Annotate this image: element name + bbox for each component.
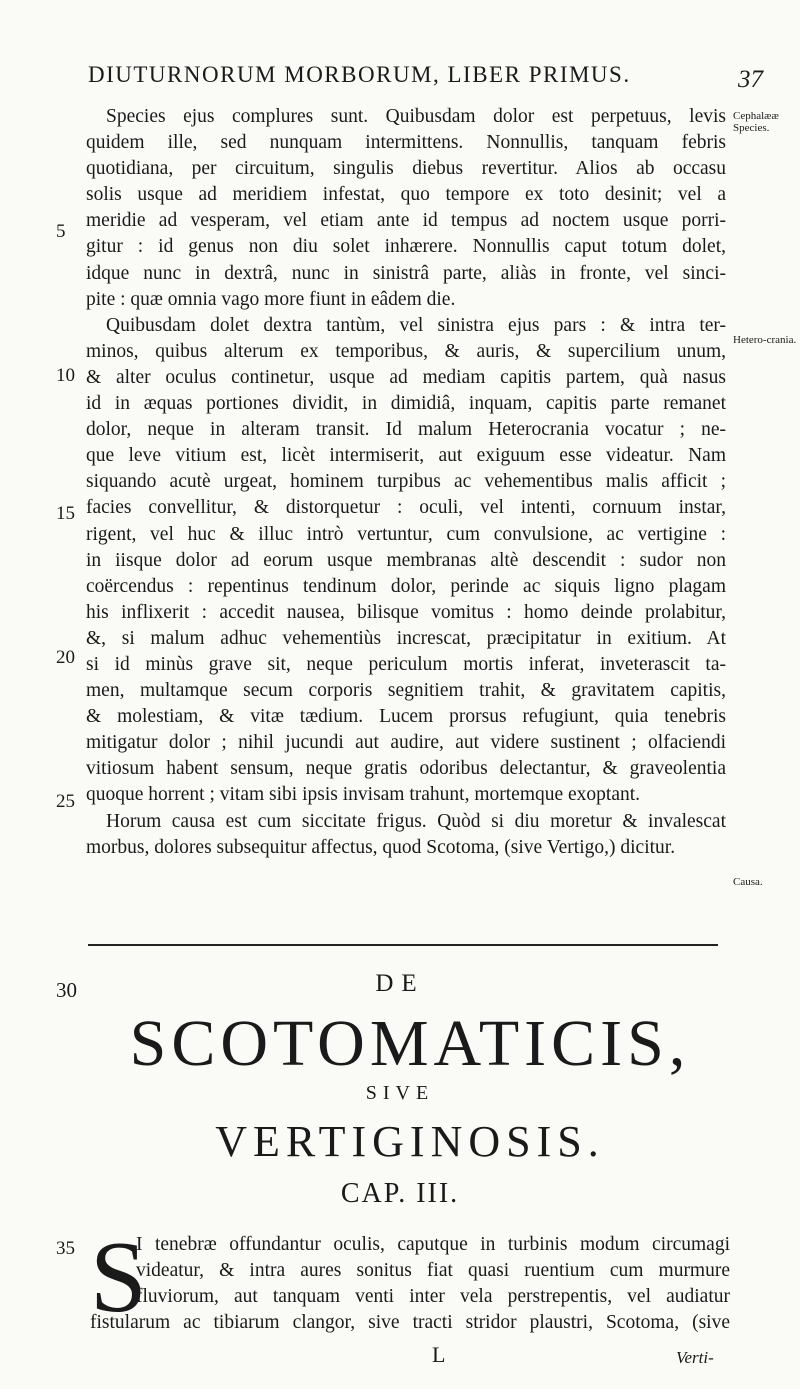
heading-main: SCOTOMATICIS,: [129, 1007, 691, 1080]
text-line: quidem ille, sed nunquam intermittens. Nonnullis, tanquam febris: [86, 132, 726, 154]
section-rule: [88, 944, 718, 946]
line-number: 20: [56, 647, 75, 668]
text-line: id in æquas portiones dividit, in dimidiâ, inquam, capitis parte remanet: [86, 393, 726, 415]
text-line: dolor, neque in alteram transit. Id malum Heterocrania vocatur ; ne-: [86, 419, 726, 441]
text-line: siquando acutè urgeat, hominem turpibus ac vehementibus malis afficit ;: [86, 471, 726, 493]
text-line: minos, quibus alterum ex temporibus, & auris, & supercilium unum,: [86, 340, 726, 362]
text-line: quotidiana, per circuitum, singulis diebus revertitur. Alios ab occasu: [86, 158, 726, 180]
chapter-line: I tenebræ offundantur oculis, caputque in turbinis modum circumagi: [136, 1234, 730, 1255]
text-line: mitigatur dolor ; nihil jucundi aut audire, aut videre sustinent ; olfaciendi: [86, 732, 726, 754]
margin-note-heterocrania: Hetero-crania.: [733, 334, 797, 346]
text-line: idque nunc in dextrâ, nunc in sinistrâ parte, aliàs in fronte, vel sinci-: [86, 262, 726, 284]
line-number: 15: [56, 503, 75, 524]
line-number: 5: [56, 221, 66, 242]
text-line: que leve vitium est, licèt intermiserit, aut exiguum esse videatur. Nam: [86, 445, 726, 467]
running-head: DIUTURNORUM MORBORUM, LIBER PRIMUS.: [88, 62, 631, 87]
line-number: 30: [56, 978, 77, 1002]
text-line: Horum causa est cum siccitate frigus. Quòd si diu moretur & invalescat: [106, 810, 726, 832]
text-line: men, multamque secum corporis segnitiem trahit, & gravitatem capitis,: [86, 680, 726, 702]
chapter-text: [90, 1232, 730, 1336]
drop-cap: S: [90, 1221, 147, 1334]
heading-de: DE: [375, 970, 425, 997]
text-line: vitiosum habent sensum, neque gratis odoribus delectantur, & graveolentia: [86, 758, 726, 780]
signature-mark: L: [432, 1342, 446, 1367]
text-line: &, si malum adhuc vehementiùs increscat, præcipitatur in exitium. At: [86, 627, 726, 649]
catchword: Verti-: [676, 1348, 714, 1367]
text-line: solis usque ad meridiem infestat, quo tempore ex toto desinit; vel a: [86, 184, 726, 206]
text-line: morbus, dolores subsequitur affectus, quod Scotoma, (sive Vertigo,) dicitur.: [86, 836, 676, 858]
chapter-line: videatur, & intra aures sonitus fiat quasi ruentium cum murmure: [136, 1260, 730, 1282]
text-line: his inflixerit : accedit nausea, bilisque vomitus : homo deinde prolabitur,: [86, 601, 726, 623]
chapter-line: fluviorum, aut tanquam venti inter vela perstrepentis, vel audiatur: [136, 1286, 730, 1308]
text-line: rigent, vel huc & illuc intrò vertuntur, cum convulsione, ac vertigine :: [86, 523, 726, 545]
page-number: 37: [738, 66, 763, 93]
margin-note-cephalaeae: Cephalææ Species.: [733, 110, 779, 134]
heading-sub: VERTIGINOSIS.: [215, 1117, 605, 1166]
text-line: in iisque dolor ad eorum usque membranas altè descendit : sudor non: [86, 549, 726, 571]
margin-note-causa: Causa.: [733, 876, 763, 888]
text-line: gitur : id genus non diu solet inhærere. Nonnullis caput totum dolet,: [86, 236, 726, 258]
heading-sive: SIVE: [365, 1082, 435, 1104]
line-number: 35: [56, 1238, 75, 1259]
text-line: si id minùs grave sit, neque periculum mortis inferat, inveterascit ta-: [86, 653, 726, 675]
line-number: 25: [56, 791, 75, 812]
text-line: meridie ad vesperam, vel etiam ante id tempus ad noctem usque porri-: [86, 210, 726, 232]
line-number: 10: [56, 365, 75, 386]
text-line: Quibusdam dolet dextra tantùm, vel sinistra ejus pars : & intra ter-: [106, 314, 726, 336]
text-line: Species ejus complures sunt. Quibusdam dolor est perpetuus, levis: [106, 106, 726, 127]
text-line: & molestiam, & vitæ tædium. Lucem prorsus refugiunt, quia tenebris: [86, 706, 726, 728]
body-text: [86, 104, 726, 861]
text-line: facies convellitur, & distorquetur : oculi, vel intenti, cornuum instar,: [86, 497, 726, 519]
text-line: quoque horrent ; vitam sibi ipsis invisam trahunt, mortemque exoptant.: [86, 784, 641, 806]
text-line: coërcendus : repentinus tendinum dolor, perinde ac siquis ligno plagam: [86, 575, 726, 597]
text-line: pite : quæ omnia vago more fiunt in eâdem die.: [86, 288, 456, 310]
chapter-line: fistularum ac tibiarum clangor, sive tracti stridor plaustri, Scotoma, (sive: [90, 1312, 730, 1334]
chapter-heading: CAP. III.: [340, 1178, 460, 1209]
text-line: & alter oculus continetur, usque ad mediam capitis partem, quà nasus: [86, 366, 726, 388]
